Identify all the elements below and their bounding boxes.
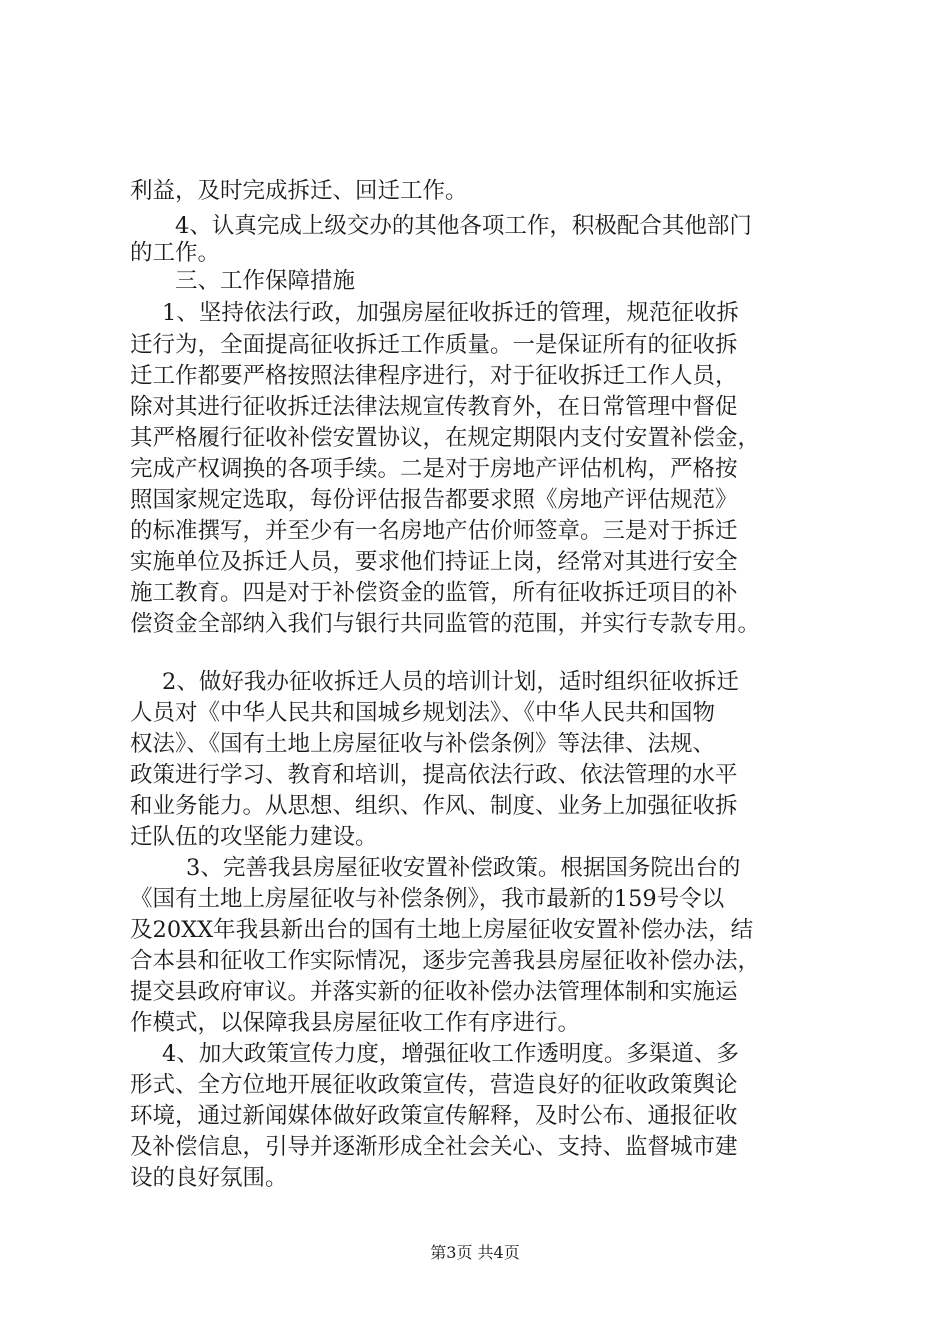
text-line: 完成产权调换的各项手续。二是对于房地产评估机构，严格按 (130, 456, 738, 482)
text-line: 合本县和征收工作实际情况，逐步完善我县房屋征收补偿办法， (130, 948, 761, 974)
text-line: 和业务能力。从思想、组织、作风、制度、业务上加强征收拆 (130, 793, 738, 819)
text-line: 《国有土地上房屋征收与补偿条例》，我市最新的159号令以 (130, 886, 725, 912)
text-line: 权法》、《国有土地上房屋征收与补偿条例》等法律、法规、 (130, 731, 716, 757)
text-line: 的工作。 (130, 240, 221, 266)
text-line: 实施单位及拆迁人员，要求他们持证上岗，经常对其进行安全 (130, 549, 738, 575)
section-heading: 三、工作保障措施 (175, 268, 356, 294)
page-footer: 第3页 共4页 (430, 1243, 520, 1262)
text-line: 利益，及时完成拆迁、回迁工作。 (130, 178, 468, 204)
text-line: 照国家规定选取，每份评估报告都要求照《房地产评估规范》 (130, 487, 738, 513)
text-line: 偿资金全部纳入我们与银行共同监管的范围，并实行专款专用。 (130, 611, 761, 637)
text-line: 作模式，以保障我县房屋征收工作有序进行。 (130, 1010, 581, 1036)
text-line: 及20XX年我县新出台的国有土地上房屋征收安置补偿办法，结 (130, 917, 754, 943)
text-line: 设的良好氛围。 (130, 1165, 288, 1191)
text-line: 迁行为，全面提高征收拆迁工作质量。一是保证所有的征收拆 (130, 332, 738, 358)
text-line: 的标准撰写，并至少有一名房地产估价师签章。三是对于拆迁 (130, 518, 738, 544)
text-line: 迁工作都要严格按照法律程序进行，对于征收拆迁工作人员， (130, 363, 738, 389)
text-line: 及补偿信息，引导并逐渐形成全社会关心、支持、监督城市建 (130, 1134, 738, 1160)
text-line: 3、完善我县房屋征收安置补偿政策。根据国务院出台的 (186, 855, 741, 881)
text-line: 其严格履行征收补偿安置协议，在规定期限内支付安置补偿金， (130, 425, 761, 451)
text-line: 4、加大政策宣传力度，增强征收工作透明度。多渠道、多 (162, 1041, 739, 1067)
text-line: 迁队伍的攻坚能力建设。 (130, 824, 378, 850)
text-line: 人员对《中华人民共和国城乡规划法》、《中华人民共和国物 (130, 700, 716, 726)
text-line: 2、做好我办征收拆迁人员的培训计划，适时组织征收拆迁 (162, 669, 739, 695)
text-line: 1、坚持依法行政，加强房屋征收拆迁的管理，规范征收拆 (162, 300, 739, 326)
text-line: 提交县政府审议。并落实新的征收补偿办法管理体制和实施运 (130, 979, 738, 1005)
text-line: 政策进行学习、教育和培训，提高依法行政、依法管理的水平 (130, 762, 738, 788)
text-line: 4、认真完成上级交办的其他各项工作，积极配合其他部门 (175, 213, 752, 239)
text-line: 施工教育。四是对于补偿资金的监管，所有征收拆迁项目的补 (130, 580, 738, 606)
text-line: 形式、全方位地开展征收政策宣传，营造良好的征收政策舆论 (130, 1072, 738, 1098)
text-line: 环境，通过新闻媒体做好政策宣传解释，及时公布、通报征收 (130, 1103, 738, 1129)
text-line: 除对其进行征收拆迁法律法规宣传教育外，在日常管理中督促 (130, 394, 738, 420)
